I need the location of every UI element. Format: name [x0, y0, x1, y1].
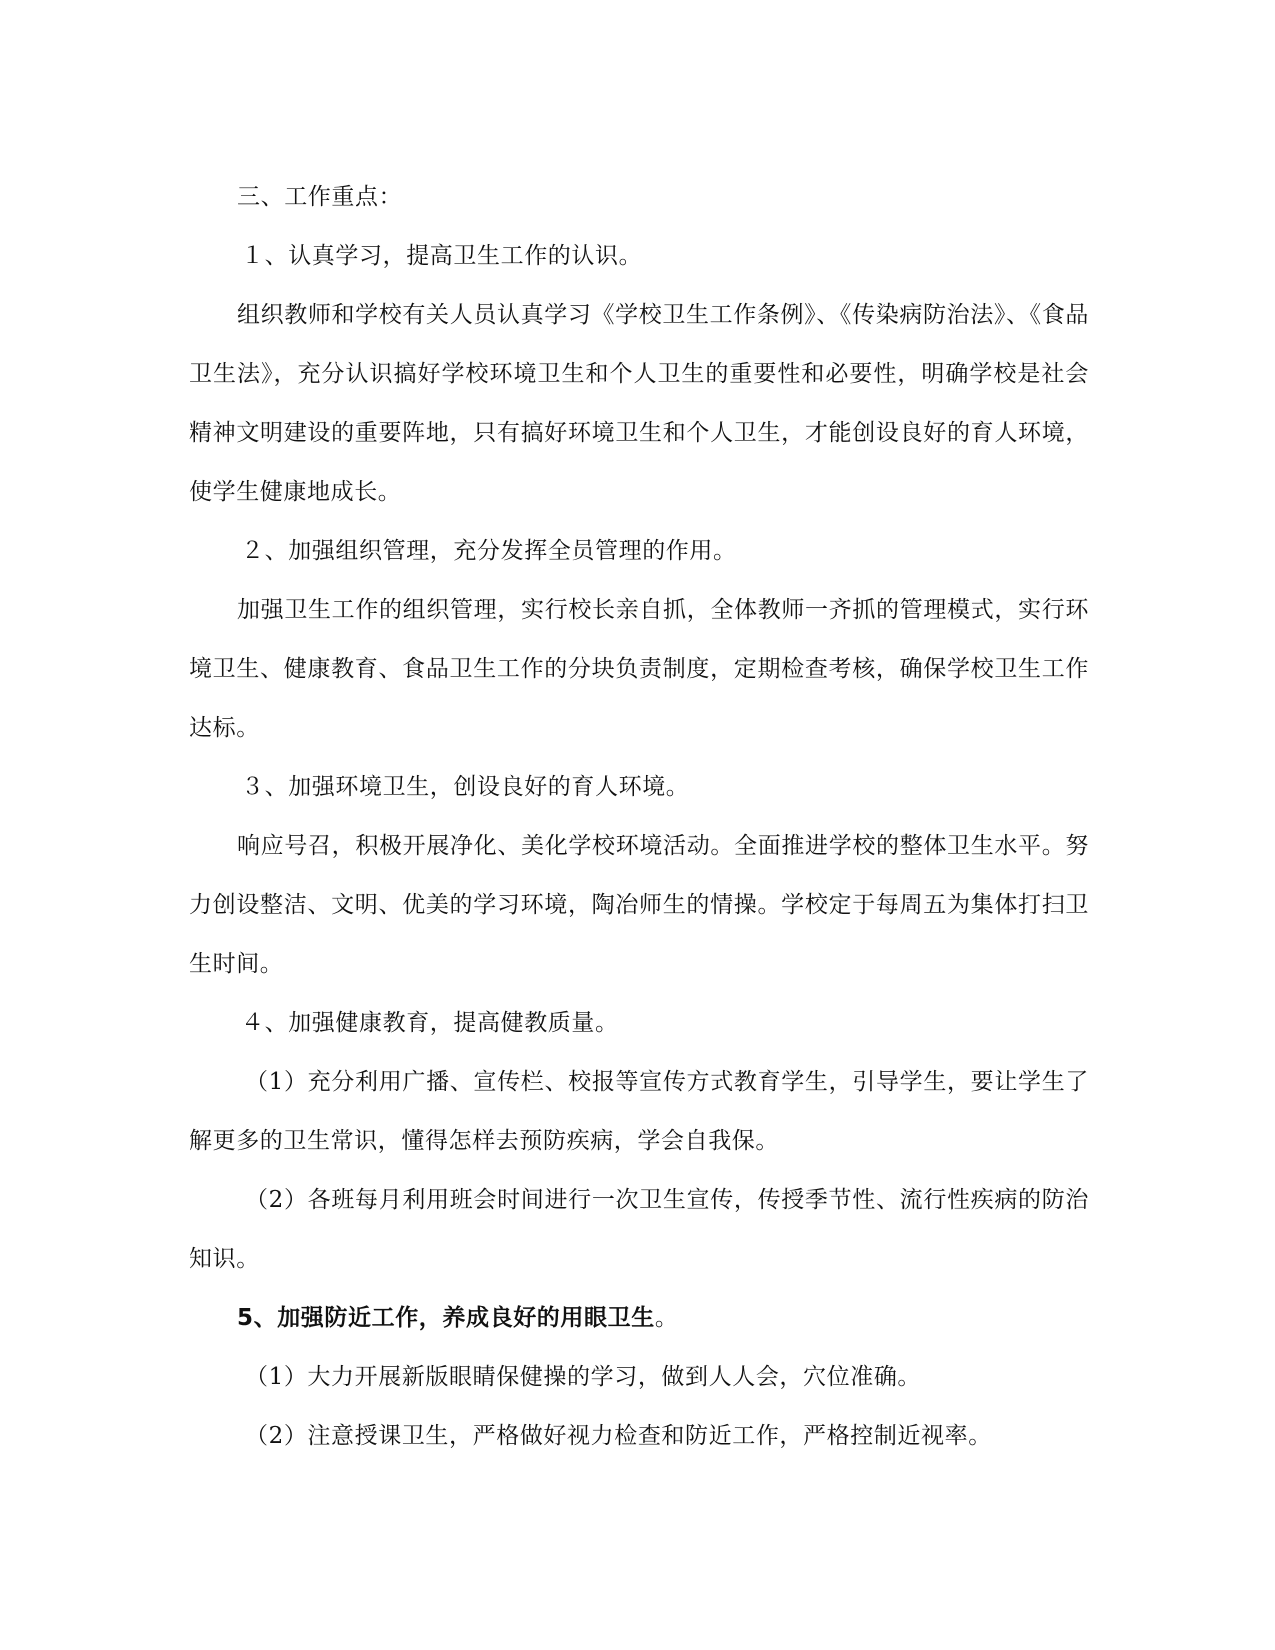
- subheading-4: ４、加强健康教育，提高健教质量。: [241, 1010, 619, 1036]
- paragraph-1: 组织教师和学校有关人员认真学习《学校卫生工作条例》、《传染病防治法》、《食品卫生法》，充分认识搞好学校环境卫生和个人卫生的重要性和必要性，明确学校是社会精神文明建设的重要阵地，只有搞好环境卫生和个人卫生，才能创设良好的育人环境，使学生健康地成长。: [189, 302, 1089, 505]
- subheading-1: １、认真学习，提高卫生工作的认识。: [241, 243, 643, 269]
- subheading-5: [189, 1289, 1089, 1348]
- document-body: [189, 168, 1089, 1466]
- subheading-5-text: 5、加强防近工作，养成良好的用眼卫生: [237, 1305, 655, 1331]
- subheading-2: ２、加强组织管理，充分发挥全员管理的作用。: [241, 538, 737, 564]
- paragraph-3: 响应号召，积极开展净化、美化学校环境活动。全面推进学校的整体卫生水平。努力创设整洁、文明、优美的学习环境，陶冶师生的情操。学校定于每周五为集体打扫卫生时间。: [189, 833, 1089, 977]
- list-item-5-2: （2）注意授课卫生，严格做好视力检查和防近工作，严格控制近视率。: [245, 1423, 992, 1449]
- list-item-5-1: （1）大力开展新版眼睛保健操的学习，做到人人会，穴位准确。: [245, 1364, 922, 1390]
- list-item-4-2: （2）各班每月利用班会时间进行一次卫生宣传，传授季节性、流行性疾病的防治知识。: [189, 1187, 1089, 1272]
- paragraph-2: 加强卫生工作的组织管理，实行校长亲自抓，全体教师一齐抓的管理模式，实行环境卫生、健康教育、食品卫生工作的分块负责制度，定期检查考核，确保学校卫生工作达标。: [189, 597, 1089, 741]
- section-heading: 三、工作重点：: [237, 184, 403, 210]
- list-item-4-1: （1）充分利用广播、宣传栏、校报等宣传方式教育学生，引导学生，要让学生了解更多的卫生常识，懂得怎样去预防疾病，学会自我保。: [189, 1069, 1089, 1154]
- subheading-5-tail: 。: [654, 1305, 679, 1331]
- subheading-3: ３、加强环境卫生，创设良好的育人环境。: [241, 774, 690, 800]
